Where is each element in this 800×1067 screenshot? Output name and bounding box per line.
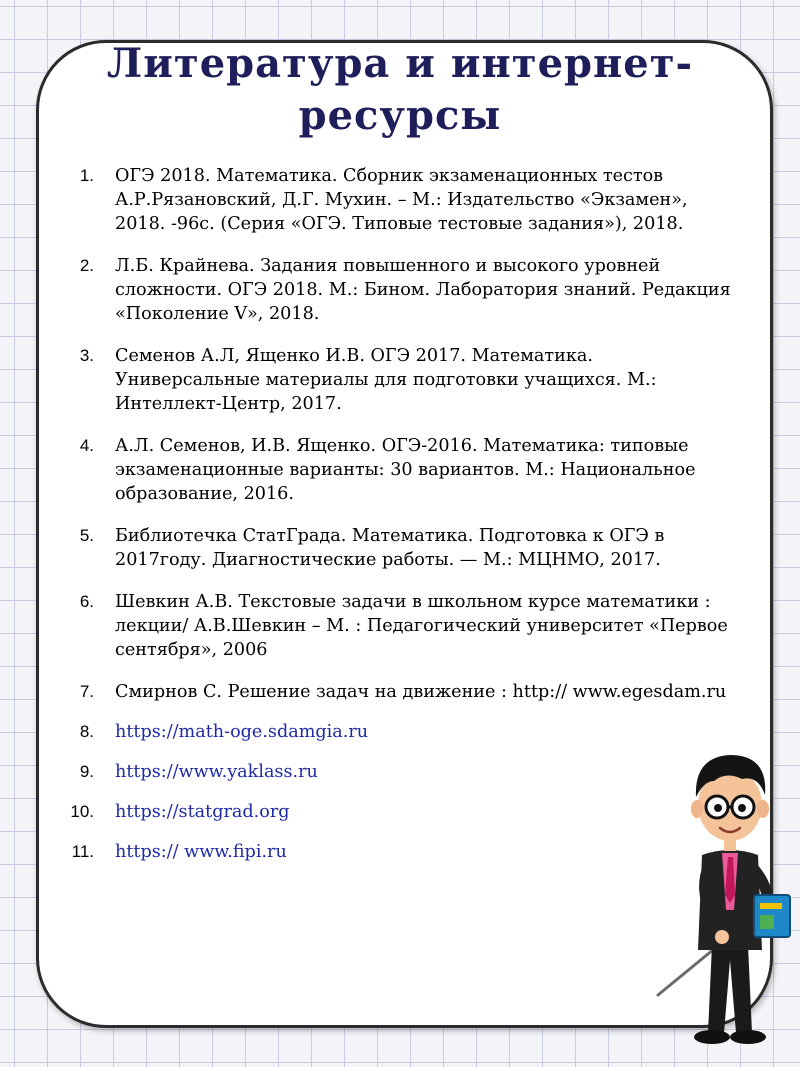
reference-text: Библиотечка СтатГрада. Математика. Подготовка к ОГЭ в 2017году. Диагностические работы. — М.: МЦНМО, 2017.	[115, 526, 665, 570]
reference-item-10[interactable]	[60, 800, 740, 824]
reference-link[interactable]: https:// www.fipi.ru	[115, 842, 287, 862]
reference-number: 5.	[79, 526, 94, 545]
reference-item-2	[60, 254, 740, 326]
reference-item-8[interactable]	[60, 720, 740, 744]
reference-text: А.Л. Семенов, И.В. Ященко. ОГЭ-2016. Математика: типовые экзаменационные варианты: 30 вариантов. М.: Национальное образование, 2016.	[115, 436, 696, 504]
teacher-illustration	[650, 735, 800, 1055]
reference-item-4	[60, 434, 740, 506]
teacher-legs	[708, 945, 752, 1033]
reference-item-9[interactable]	[60, 760, 740, 784]
reference-item-7	[60, 680, 740, 704]
reference-number: 4.	[79, 436, 94, 455]
reference-text: Смирнов С. Решение задач на движение : http:// www.egesdam.ru	[115, 682, 727, 702]
reference-link[interactable]: https://statgrad.org	[115, 802, 290, 822]
reference-number: 9.	[79, 762, 94, 781]
page-title: Литература и интернет-ресурсы	[106, 40, 694, 139]
reference-link[interactable]: https://math-oge.sdamgia.ru	[115, 722, 369, 742]
reference-item-6	[60, 590, 740, 662]
reference-text: Шевкин А.В. Текстовые задачи в школьном курсе математики : лекции/ А.В.Шевкин – М. : Педагогический университет «Первое сентября», 2006	[115, 592, 728, 660]
reference-list	[60, 164, 740, 864]
reference-text: ОГЭ 2018. Математика. Сборник экзаменационных тестов А.Р.Рязановский, Д.Г. Мухин. – М.: Издательство «Экзамен», 2018. -96с. (Серия «ОГЭ. Типовые тестовые задания»), 2018.	[115, 166, 688, 234]
reference-item-1	[60, 164, 740, 236]
reference-number: 1.	[79, 166, 94, 185]
reference-number: 8.	[79, 722, 94, 741]
reference-item-11[interactable]	[60, 840, 740, 864]
reference-item-3	[60, 344, 740, 416]
reference-link[interactable]: https://www.yaklass.ru	[115, 762, 318, 782]
reference-text: Семенов А.Л, Ященко И.В. ОГЭ 2017. Математика. Универсальные материалы для подготовки учащихся. М.: Интеллект-Центр, 2017.	[115, 346, 657, 414]
reference-number: 6.	[79, 592, 94, 611]
reference-item-5	[60, 524, 740, 572]
reference-number: 3.	[79, 346, 94, 365]
reference-text: Л.Б. Крайнева. Задания повышенного и высокого уровней сложности. ОГЭ 2018. М.: Бином. Лаборатория знаний. Редакция «Поколение V», 2018.	[115, 256, 731, 324]
reference-number: 7.	[79, 682, 94, 701]
reference-number: 2.	[79, 256, 94, 275]
reference-number: 10.	[70, 802, 94, 821]
reference-number: 11.	[71, 842, 94, 861]
